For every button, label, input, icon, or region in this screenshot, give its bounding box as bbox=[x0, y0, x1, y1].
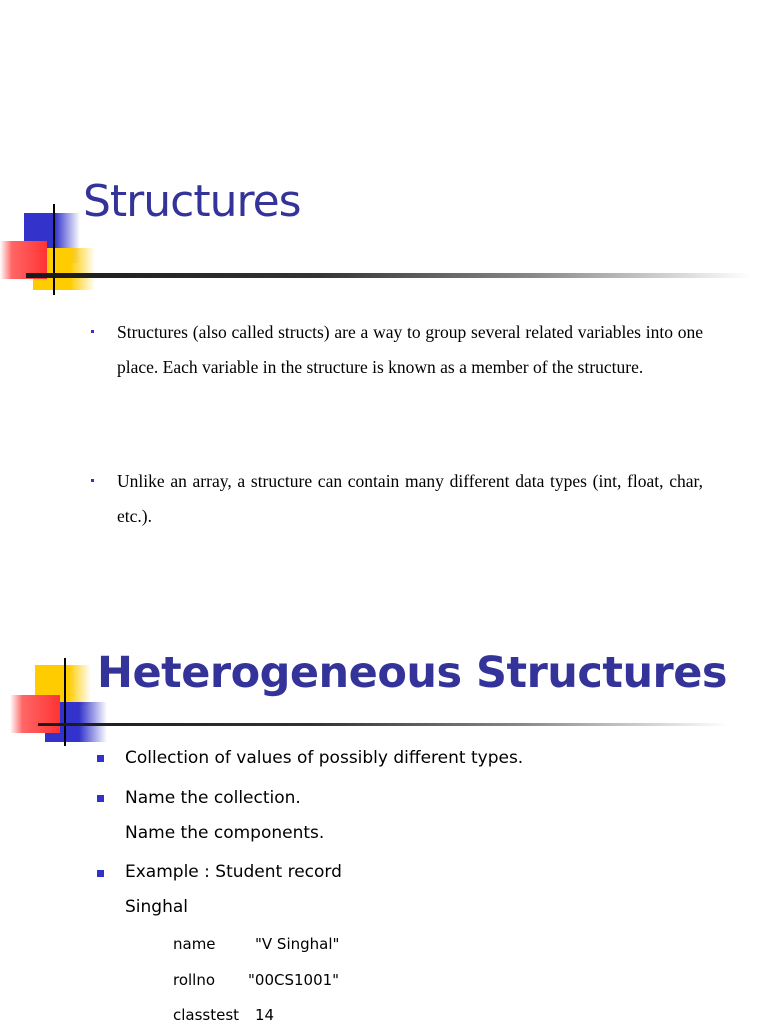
record-value: "V Singhal" bbox=[255, 935, 340, 953]
red-square-decoration bbox=[10, 695, 60, 733]
record-row bbox=[173, 1006, 275, 1024]
list-item: Name the collection. bbox=[125, 788, 301, 808]
bullet-marker bbox=[97, 870, 104, 877]
vertical-rule bbox=[53, 204, 55, 295]
vertical-rule bbox=[64, 658, 66, 746]
bullet-marker bbox=[97, 795, 104, 802]
slide-title: Structures bbox=[83, 176, 301, 227]
list-item: Name the components. bbox=[125, 823, 325, 843]
record-value: "00CS1001" bbox=[248, 971, 340, 989]
bullet-text: Structures (also called structs) are a way to group several related variables into one place. Each variable in the structure is known as a member of the structure. bbox=[117, 322, 703, 377]
record-row bbox=[173, 935, 340, 953]
title-underline bbox=[38, 723, 728, 726]
list-item: Singhal bbox=[125, 897, 188, 917]
record-field: classtest bbox=[173, 1006, 240, 1024]
bullet-marker bbox=[91, 479, 94, 482]
slide-heterogeneous-structures bbox=[0, 600, 768, 1024]
slide-title: Heterogeneous Structures bbox=[97, 648, 728, 698]
record-field: rollno bbox=[173, 971, 216, 989]
record-value: 14 bbox=[255, 1006, 275, 1024]
record-row bbox=[173, 971, 340, 989]
list-item: Collection of values of possibly different types. bbox=[125, 748, 524, 768]
title-underline bbox=[26, 273, 750, 278]
record-field: name bbox=[173, 935, 216, 953]
bullet-text: Unlike an array, a structure can contain many different data types (int, float, char, etc.). bbox=[117, 471, 703, 526]
list-item: Example : Student record bbox=[125, 862, 342, 882]
bullet-marker bbox=[97, 755, 104, 762]
bullet-marker bbox=[91, 330, 94, 333]
